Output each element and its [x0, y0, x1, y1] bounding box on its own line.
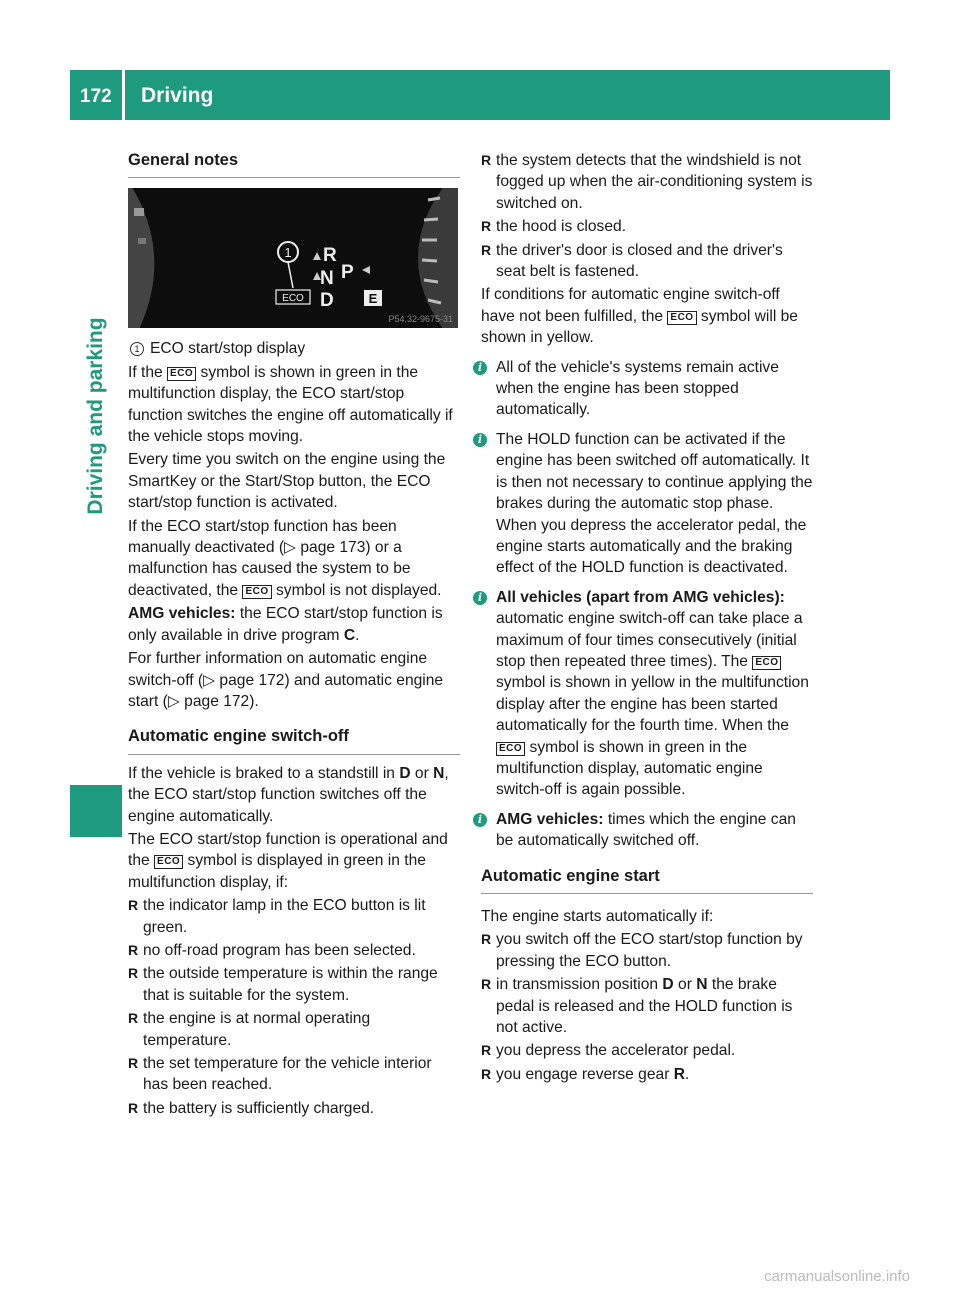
info-icon: i [473, 813, 487, 827]
info-note: i All vehicles (apart from AMG vehicles): automatic engine switch-off can take place a maximum of four times consecutively (initial stop then repeated three times). The ECO symbol is shown in yellow in the multifunction display after the engine has been started automatically for the fourth time. When the ECO symbol is shown in green in the multifunction display, automatic engine switch-off is again possible. [481, 587, 813, 801]
list-item: R the hood is closed. [481, 216, 813, 237]
eco-symbol-icon: ECO [752, 656, 781, 670]
header-divider [122, 70, 125, 120]
list-item: R in transmission position D or N the brake pedal is released and the HOLD function is not active. [481, 974, 813, 1038]
figure-callout-number: 1 [284, 245, 292, 261]
info-icon: i [473, 591, 487, 605]
eco-symbol-icon: ECO [154, 855, 183, 869]
watermark: carmanualsonline.info [764, 1268, 910, 1285]
caption-text: ECO start/stop display [150, 340, 306, 358]
paragraph: The engine starts automatically if: [481, 908, 714, 925]
condition-list [128, 895, 460, 1119]
chapter-title: Driving [141, 84, 214, 107]
figure-eco-label: ECO [282, 293, 304, 305]
side-tab-marker [70, 785, 122, 837]
info-icon: i [473, 361, 487, 375]
eco-symbol-icon: ECO [242, 585, 271, 599]
info-icon: i [473, 433, 487, 447]
eco-symbol-icon: ECO [167, 367, 196, 381]
section-heading-engine-start: Automatic engine start [481, 866, 813, 894]
eco-symbol-icon: ECO [496, 742, 525, 756]
paragraph: The ECO start/stop function is operational and the ECO symbol is displayed in green in the multifunction display, if: [128, 830, 448, 891]
gear-e: E [368, 291, 378, 307]
side-tab-label: Driving and parking [84, 317, 107, 515]
list-item: R the outside temperature is within the range that is suitable for the system. [128, 963, 460, 1006]
gear-p: P [341, 262, 354, 284]
list-item: R the driver's door is closed and the driver's seat belt is fastened. [481, 240, 813, 283]
condition-list-continued [481, 150, 813, 282]
section-heading-general-notes: General notes [128, 150, 460, 178]
paragraph: If conditions for automatic engine switch-off have not been fulfilled, the ECO symbol will be shown in yellow. [481, 286, 798, 347]
paragraph: If the vehicle is braked to a standstill in D or N, the ECO start/stop function switches off the engine automatically. [128, 764, 449, 825]
figure-caption [128, 338, 460, 359]
paragraph: For further information on automatic engine switch-off (▷ page 172) and automatic engine start (▷ page 172). [128, 650, 444, 710]
page-number: 172 [80, 86, 112, 107]
paragraph: AMG vehicles: the ECO start/stop function is only available in drive program C. [128, 605, 443, 644]
gear-r: R [323, 245, 337, 267]
list-item: R the indicator lamp in the ECO button is lit green. [128, 895, 460, 938]
list-item: R you engage reverse gear R. [481, 1064, 813, 1085]
section-heading-switch-off: Automatic engine switch-off [128, 726, 460, 754]
paragraph: If the ECO start/stop function has been manually deactivated (▷ page 173) or a malfunction has caused the system to be deactivated, the ECO symbol is not displayed. [128, 517, 442, 599]
instrument-cluster-illustration [128, 188, 458, 328]
list-item: R no off-road program has been selected. [128, 940, 460, 961]
list-item: R you depress the accelerator pedal. [481, 1040, 813, 1061]
eco-symbol-icon: ECO [667, 311, 696, 325]
eco-display-figure [128, 188, 458, 328]
gear-n: N [320, 268, 334, 290]
list-item: R the system detects that the windshield is not fogged up when the air-conditioning system is switched on. [481, 150, 813, 214]
info-note: i The HOLD function can be activated if the engine has been switched off automatically. It is then not necessary to continue applying the brakes during the automatic stop phase. When you depress the accelerator pedal, the engine starts automatically and the braking effect of the HOLD function is deactivated. [481, 429, 813, 579]
list-item: R the engine is at normal operating temperature. [128, 1008, 460, 1051]
left-column [128, 150, 460, 1121]
list-item: R the battery is sufficiently charged. [128, 1098, 460, 1119]
info-note: i All of the vehicle's systems remain active when the engine has been stopped automatically. [481, 357, 813, 421]
start-condition-list [481, 929, 813, 1085]
gear-d: D [320, 290, 334, 312]
info-note: i AMG vehicles: times which the engine can be automatically switched off. [481, 809, 813, 852]
right-column [477, 150, 813, 1087]
callout-number: 1 [130, 342, 144, 356]
list-item: R you switch off the ECO start/stop function by pressing the ECO button. [481, 929, 813, 972]
paragraph: Every time you switch on the engine using the SmartKey or the Start/Stop button, the ECO start/stop function is activated. [128, 451, 446, 512]
paragraph: If the ECO symbol is shown in green in the multifunction display, the ECO start/stop function switches the engine off automatically if the vehicle stops moving. [128, 363, 453, 446]
list-item: R the set temperature for the vehicle interior has been reached. [128, 1053, 460, 1096]
figure-code: P54.32-9675-31 [388, 314, 453, 325]
